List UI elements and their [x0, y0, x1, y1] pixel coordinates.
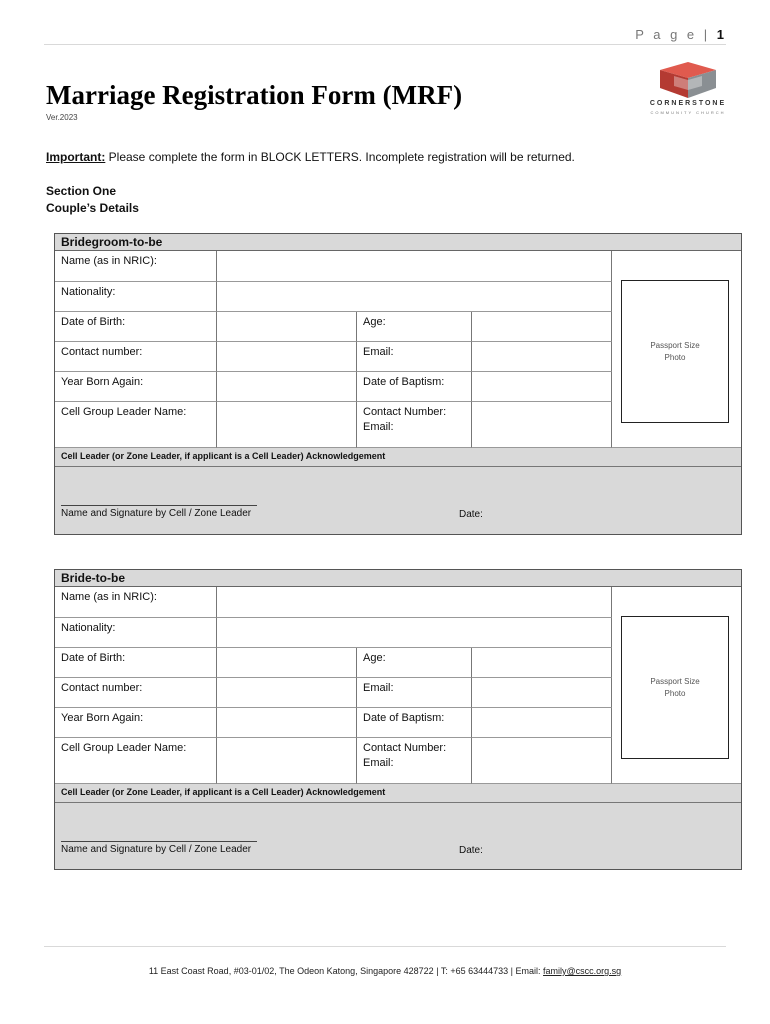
bride-date-label: Date: [459, 845, 483, 856]
groom-nationality-label: Nationality: [55, 282, 217, 312]
groom-age-field[interactable] [472, 312, 612, 342]
bride-nationality-field[interactable] [217, 618, 612, 648]
bride-photo-label: Passport Size Photo [650, 676, 700, 698]
bride-born-again-field[interactable] [217, 708, 357, 738]
groom-photo-cell [612, 251, 741, 448]
church-logo [648, 62, 728, 115]
bride-cell-leader-field[interactable] [217, 738, 357, 784]
groom-leader-contact-field[interactable] [472, 402, 612, 448]
groom-leader-contact-label [357, 402, 472, 448]
bride-dob-field[interactable] [217, 648, 357, 678]
bride-ack-heading-text: Cell Leader (or Zone Leader, if applicant is a Cell Leader) Acknowledgement [61, 787, 386, 797]
section-subtitle: Couple’s Details [46, 201, 139, 215]
bride-heading [55, 570, 741, 587]
form-title: Marriage Registration Form (MRF) [46, 80, 463, 110]
bride-email-label: Email: [357, 678, 472, 708]
bride-leader-contact-label [357, 738, 472, 784]
footer-address [0, 966, 770, 976]
groom-date-label: Date: [459, 509, 483, 520]
bride-email-field[interactable] [472, 678, 612, 708]
bride-leader-contact-field[interactable] [472, 738, 612, 784]
groom-born-again-label: Year Born Again: [55, 372, 217, 402]
header-divider [44, 44, 726, 45]
groom-leader-contact-text: Contact Number: [363, 406, 447, 418]
important-label: Important: [46, 150, 106, 164]
bride-nationality-label: Nationality: [55, 618, 217, 648]
groom-name-label: Name (as in NRIC): [55, 251, 217, 282]
groom-heading-text: Bridegroom-to-be [61, 235, 163, 249]
groom-photo-frame[interactable] [621, 280, 729, 423]
groom-born-again-field[interactable] [217, 372, 357, 402]
bride-age-field[interactable] [472, 648, 612, 678]
groom-email-label: Email: [357, 342, 472, 372]
groom-block [54, 233, 742, 535]
groom-ack-area[interactable] [55, 467, 741, 534]
bride-contact-label: Contact number: [55, 678, 217, 708]
bride-name-label: Name (as in NRIC): [55, 587, 217, 618]
cornerstone-logo-icon [648, 62, 728, 98]
important-text: Please complete the form in BLOCK LETTERS. Incomplete registration will be returned. [105, 150, 575, 164]
groom-baptism-field[interactable] [472, 372, 612, 402]
logo-subtitle: COMMUNITY CHURCH [650, 110, 726, 115]
bride-born-again-label: Year Born Again: [55, 708, 217, 738]
footer-text: 11 East Coast Road, #03-01/02, The Odeon Katong, Singapore 428722 | T: +65 63444733 | Email: [148, 966, 544, 976]
page-label: P a g e | [635, 27, 711, 42]
groom-baptism-label: Date of Baptism: [357, 372, 472, 402]
groom-contact-label: Contact number: [55, 342, 217, 372]
bride-contact-field[interactable] [217, 678, 357, 708]
groom-email-field[interactable] [472, 342, 612, 372]
groom-contact-field[interactable] [217, 342, 357, 372]
groom-ack-heading-text: Cell Leader (or Zone Leader, if applicant is a Cell Leader) Acknowledgement [61, 451, 386, 461]
bride-leader-contact-text: Contact Number: [363, 742, 447, 754]
groom-dob-label: Date of Birth: [55, 312, 217, 342]
footer-email-link[interactable]: family@cscc.org.sg [543, 966, 622, 976]
bride-photo-frame[interactable] [621, 616, 729, 759]
bride-signature-label: Name and Signature by Cell / Zone Leader [61, 844, 252, 855]
groom-heading [55, 234, 741, 251]
groom-cell-leader-label: Cell Group Leader Name: [55, 402, 217, 448]
groom-name-field[interactable] [217, 251, 612, 282]
bride-baptism-field[interactable] [472, 708, 612, 738]
bride-age-label: Age: [357, 648, 472, 678]
footer-divider [44, 946, 726, 947]
page-number-value: 1 [716, 27, 724, 42]
bride-ack-area[interactable] [55, 803, 741, 869]
page-number [635, 27, 724, 42]
groom-photo-label: Passport Size Photo [650, 340, 700, 362]
bride-signature-line [61, 841, 257, 842]
bride-dob-label: Date of Birth: [55, 648, 217, 678]
bride-cell-leader-label: Cell Group Leader Name: [55, 738, 217, 784]
groom-ack-heading [55, 448, 741, 467]
groom-age-label: Age: [357, 312, 472, 342]
groom-signature-line [61, 505, 257, 506]
logo-name: CORNERSTONE [649, 100, 727, 107]
bride-ack-heading [55, 784, 741, 803]
bride-heading-text: Bride-to-be [61, 571, 125, 585]
version-label: Ver.2023 [46, 113, 78, 122]
groom-cell-leader-field[interactable] [217, 402, 357, 448]
important-notice [46, 150, 575, 164]
bride-photo-cell [612, 587, 741, 784]
bride-baptism-label: Date of Baptism: [357, 708, 472, 738]
groom-nationality-field[interactable] [217, 282, 612, 312]
section-title: Section One [46, 184, 117, 198]
bride-leader-email-text: Email: [363, 757, 394, 769]
groom-signature-label: Name and Signature by Cell / Zone Leader [61, 508, 252, 519]
groom-dob-field[interactable] [217, 312, 357, 342]
groom-leader-email-text: Email: [363, 421, 394, 433]
bride-name-field[interactable] [217, 587, 612, 618]
bride-block [54, 569, 742, 870]
